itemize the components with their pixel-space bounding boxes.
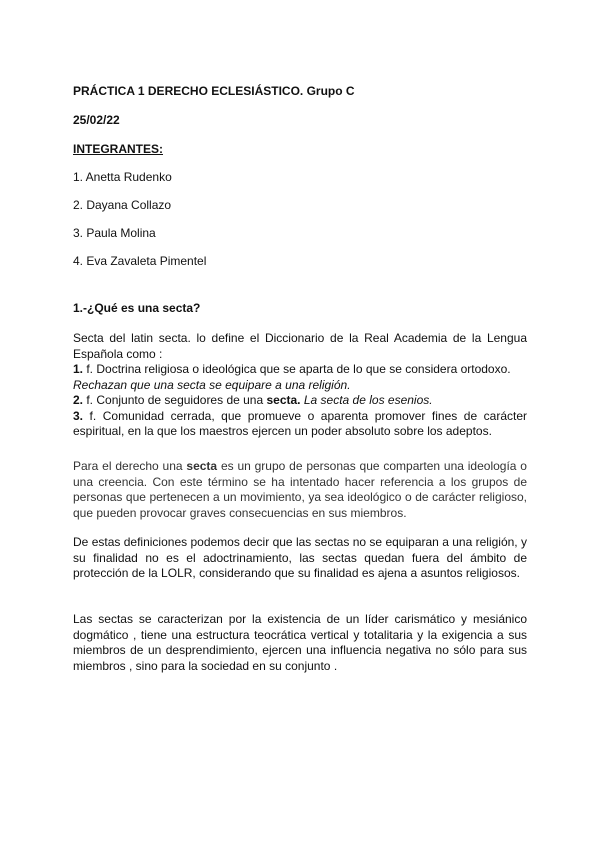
definition-1-text: f. Doctrina religiosa o ideológica que se aparta de lo que se considera ortodoxo.	[83, 362, 511, 376]
definition-3-number: 3.	[73, 408, 84, 423]
definition-2	[73, 393, 527, 409]
paragraph-law	[73, 459, 527, 521]
paragraph-characteristics-text: Las sectas se caracterizan por la existencia de un líder carismático y mesiánico dogmático , tiene una estructura teocrática vertical y totalitaria y la exigencia a sus miembros de un desprendimiento, ejercen una influencia negativa no sólo para sus miembros , sino para la sociedad en su conjunto .	[73, 612, 527, 673]
definition-1-number: 1.	[73, 362, 84, 376]
member-item: 4. Eva Zavaleta Pimentel	[73, 254, 207, 268]
question-heading: 1.-¿Qué es una secta?	[73, 301, 201, 315]
document-title: PRÁCTICA 1 DERECHO ECLESIÁSTICO. Grupo C	[73, 84, 355, 98]
definition-1-example	[73, 378, 527, 394]
member-item: 3. Paula Molina	[73, 226, 156, 240]
paragraph-law-bold: secta	[186, 459, 218, 473]
paragraph-conclusion	[73, 535, 527, 582]
definition-3-text: f. Comunidad cerrada, que promueve o aparenta promover fines de carácter espiritual, en la que los maestros ejercen un poder absoluto sobre los adeptos.	[73, 408, 527, 438]
document-date: 25/02/22	[73, 113, 120, 127]
member-item: 1. Anetta Rudenko	[73, 170, 172, 184]
definition-1-italic: Rechazan que una secta se equipare a una religión.	[73, 377, 351, 392]
definition-2-bold: secta.	[266, 393, 301, 407]
definition-2-italic: La secta de los esenios.	[300, 393, 433, 407]
paragraph-characteristics	[73, 612, 527, 674]
paragraph-conclusion-text: De estas definiciones podemos decir que las sectas no se equiparan a una religión, y su finalidad no es el adoctrinamiento, las sectas quedan fuera del ámbito de protección de la LOLR, considerando que su finalidad es ajena a asuntos religiosos.	[73, 535, 527, 580]
definition-1	[73, 362, 527, 378]
members-heading: INTEGRANTES:	[73, 142, 163, 156]
definition-block	[73, 331, 527, 440]
definition-3	[73, 409, 527, 440]
definition-2-number: 2.	[73, 393, 84, 407]
paragraph-law-before: Para el derecho una	[73, 459, 187, 473]
definition-2-text: f. Conjunto de seguidores de una	[83, 393, 267, 407]
definition-intro: Secta del latin secta. lo define el Diccionario de la Real Academia de la Lengua Española como :	[73, 331, 527, 361]
member-item: 2. Dayana Collazo	[73, 198, 172, 212]
paragraph-law-after: es un grupo de personas que comparten una ideología o una creencia. Con este término se ha intentado hacer referencia a los grupos de personas que pertenecen a un movimiento, ya sea ideológico o de carácter religioso, que pueden provocar graves consecuencias en sus miembros.	[73, 459, 527, 520]
